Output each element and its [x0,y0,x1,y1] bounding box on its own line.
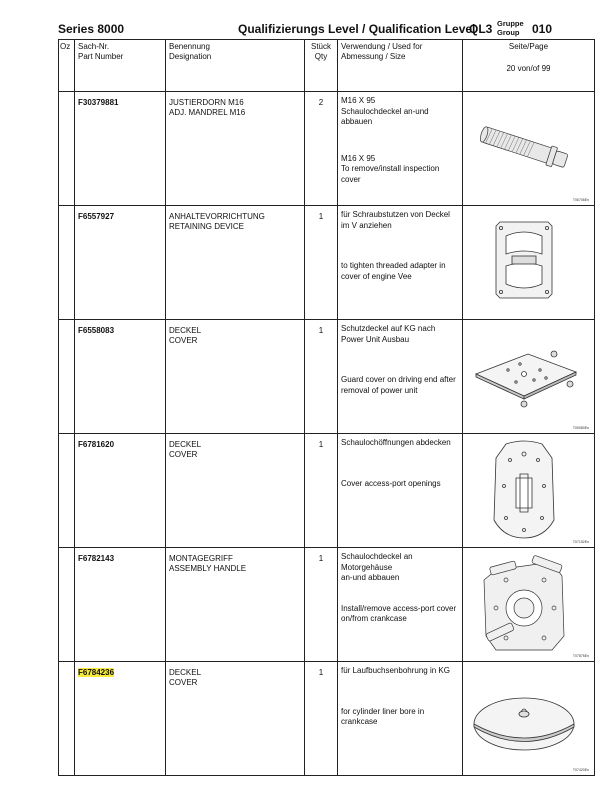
part-number-cell [75,662,166,776]
group-number: 010 [532,22,553,36]
part-number-cell [75,320,166,434]
designation-de: DECKEL [169,440,202,449]
col-page [463,40,595,92]
image-cell [463,434,595,548]
image-cell [463,548,595,662]
used-for-cell [338,206,463,320]
part-number-cell [75,206,166,320]
qty-value: 1 [318,440,324,449]
used-for-en: M16 X 95 To remove/install inspection cover [341,153,440,184]
table-row [59,206,595,320]
qty-cell [305,548,338,662]
designation-cell [166,320,305,434]
designation-en: COVER [169,336,198,345]
qty-value: 1 [318,668,324,677]
qty-value: 1 [318,212,324,221]
used-for-cell [338,320,463,434]
used-for-de: Schaulochdeckel an Motorgehäuse an-und abbauen [341,552,413,582]
group-label-en: Group [497,28,520,37]
used-for-de: Schutzdeckel auf KG nach Power Unit Ausbau [341,324,436,344]
table-row [59,320,595,434]
designation-cell [166,434,305,548]
used-for-en: Install/remove access-port cover on/from crankcase [341,603,457,623]
qty-value: 1 [318,326,324,335]
part-number-cell [75,92,166,206]
part-number: F6782143 [78,554,115,563]
col-oz: Oz [59,40,75,92]
image-id: T09080En [572,426,589,430]
qty-cell [305,92,338,206]
part-number: F6781620 [78,440,115,449]
col-qty-de: Stück [310,42,331,51]
designation-de: DECKEL [169,326,202,335]
table-row [59,92,595,206]
oz-cell [59,92,75,206]
used-for-cell [338,92,463,206]
designation-en: ASSEMBLY HANDLE [169,564,247,573]
threaded-mandrel-icon [466,94,591,202]
oz-cell [59,206,75,320]
used-for-cell [338,434,463,548]
col-use-de: Verwendung / Used for [341,42,423,51]
col-designation [166,40,305,92]
guard-cover-plate-icon [466,322,591,430]
col-qty [305,40,338,92]
designation-de: MONTAGEGRIFF [169,554,233,563]
used-for-cell [338,662,463,776]
page-number: 20 von/of 99 [506,64,551,73]
image-cell [463,92,595,206]
designation-en: COVER [169,450,198,459]
part-number: F6784236 [78,668,115,677]
page-label: Seite/Page [508,42,549,51]
qty-cell [305,320,338,434]
image-id: T07420En [572,768,589,772]
designation-de: ANHALTEVORRICHTUNG [169,212,265,221]
used-for-cell [338,548,463,662]
part-number-cell [75,434,166,548]
oz-cell [59,320,75,434]
assembly-handle-icon [466,550,591,658]
qty-value: 1 [318,554,324,563]
image-id: T07875En [572,654,589,658]
designation-en: COVER [169,678,198,687]
col-part-en: Part Number [78,52,124,61]
used-for-en: Guard cover on driving end after removal of power unit [341,375,456,395]
qualification-title: Qualifizierungs Level / Qualification Level [238,22,476,36]
col-qty-en: Qty [314,52,328,61]
designation-cell [166,92,305,206]
series-title: Series 8000 [58,22,125,36]
oz-cell [59,548,75,662]
part-number-cell [75,548,166,662]
part-number: F6557927 [78,212,115,221]
qty-value: 2 [318,98,324,107]
round-cover-disc-icon [466,664,591,772]
parts-table [58,39,595,776]
col-desc-de: Benennung [169,42,210,51]
image-cell [463,662,595,776]
image-id: T06706En [572,198,589,202]
designation-en: RETAINING DEVICE [169,222,244,231]
qty-cell [305,206,338,320]
designation-cell [166,206,305,320]
table-row [59,434,595,548]
designation-de: JUSTIERDORN M16 [169,98,244,107]
image-cell [463,206,595,320]
col-use-en: Abmessung / Size [341,52,406,61]
image-id: T07152En [572,540,589,544]
group-label-de: Gruppe [497,19,524,28]
col-used-for [338,40,463,92]
access-port-cover-icon [466,436,591,544]
col-part-de: Sach-Nr. [78,42,110,51]
part-number: F30379881 [78,98,119,107]
used-for-de: Schaulochöffnungen abdecken [341,438,451,447]
table-row [59,662,595,776]
part-number: F6558083 [78,326,115,335]
qualification-level: QL3 [469,22,493,36]
qty-cell [305,434,338,548]
col-desc-en: Designation [169,52,212,61]
designation-en: ADJ. MANDREL M16 [169,108,246,117]
used-for-de: für Laufbuchsenbohrung in KG [341,666,450,675]
used-for-en: Cover access-port openings [341,478,441,488]
retaining-plate-icon [466,208,591,316]
group-label [497,19,524,37]
oz-cell [59,662,75,776]
qty-cell [305,662,338,776]
col-part-number [75,40,166,92]
used-for-en: to tighten threaded adapter in cover of engine Vee [341,261,446,281]
designation-de: DECKEL [169,668,202,677]
table-row [59,548,595,662]
table-header-row [59,40,595,92]
designation-cell [166,548,305,662]
used-for-en: for cylinder liner bore in crankcase [341,706,425,726]
image-cell [463,320,595,434]
used-for-de: M16 X 95 Schaulochdeckel an-und abbauen [341,96,429,126]
used-for-de: für Schraubstutzen von Deckel im V anziehen [341,210,450,230]
oz-cell [59,434,75,548]
designation-cell [166,662,305,776]
